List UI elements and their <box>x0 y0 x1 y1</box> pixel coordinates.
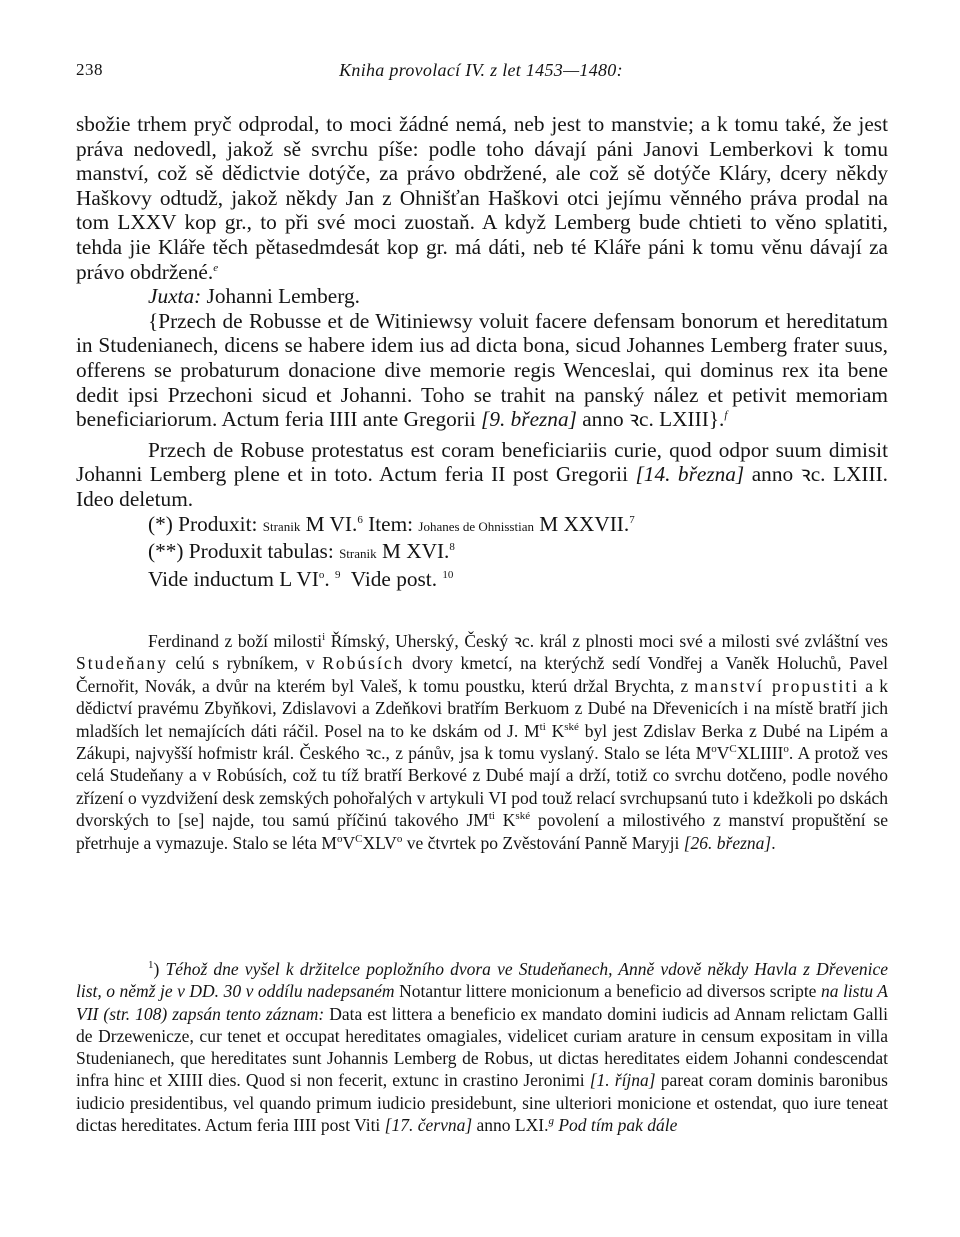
record-text: byl jest Zdislav Berka z Dubé na Lipém a Zákupi, najvyšší hofmistr král. Českého ꝛc., z pánův, jsa k tomu vyslaný. Stalo se léta M <box>76 720 888 764</box>
superscript: ti <box>488 810 495 823</box>
small-name: Stranik <box>262 518 301 534</box>
line-text: M XVI. <box>376 539 450 564</box>
date-note: [17. června] <box>384 1115 473 1136</box>
inserted-record <box>76 630 888 854</box>
running-title: Kniha provolací IV. z let 1453—1480: <box>339 60 623 80</box>
line-text: Vide post. <box>340 566 443 591</box>
note-marker: 10 <box>442 568 454 581</box>
juxta-line <box>76 284 888 309</box>
record-text: celú s rybníkem, v <box>167 653 323 674</box>
line-text: (**) Produxit tabulas: <box>148 539 340 564</box>
footnote-text: Data est littera a beneficio ex mandato domini iudicis ad Annam relictam Galli de Drzewenicze, cur tenet et occupat hereditates omagiales, videlicet curiam arature in censum expositam in villa Studenianech, que hereditates sunt Johannis Lemberg de Robus, ut dictas hereditates eidem Johanni condescendat infra hinc et XIIII dies. Quod si non fecerit, extunc in crastino Jeronimi <box>76 1003 888 1091</box>
note-marker: i <box>322 631 326 644</box>
line-text: Vide inductum L VI <box>148 566 319 591</box>
editor-note: Pod tím pak dále <box>553 1115 678 1136</box>
date-note: [9. března] <box>481 407 577 432</box>
ferdinand-paragraph <box>76 630 888 854</box>
note-marker: 7 <box>629 513 635 526</box>
paragraph-defensa <box>76 309 888 432</box>
note-marker: 6 <box>357 513 363 526</box>
note-marker: e <box>213 261 219 274</box>
superscript: o <box>396 832 403 845</box>
record-text: K <box>545 720 565 741</box>
record-text: XLV <box>362 832 397 853</box>
superscript: C <box>355 832 363 845</box>
small-name: Stranik <box>339 546 377 562</box>
line-text: (*) Produxit: <box>148 511 263 536</box>
footnote-1 <box>76 958 888 1136</box>
paragraph-czech-verdict <box>76 112 888 284</box>
small-name: Johanes de Ohnisstian <box>418 518 534 534</box>
record-text: . A protož ves celá Studeňany a v Robúsích, což tu tíž bratří Berkové z Dubé mají a drží, totiž co svrchu dotčeno, podle nového zřízení o vyzdvižení desk zemských pohořalých v artykuli VI pod touž relací svrchupsanú tuto i kdežkoli po dskách dvorských to [se] najde, tou samú příčinú takového JM <box>76 743 888 831</box>
superscript: o <box>318 568 325 581</box>
vide-line <box>76 567 888 592</box>
superscript: o <box>336 832 343 845</box>
juxta-label: Juxta: <box>148 284 202 309</box>
paragraph-text: sbožie trhem pryč odprodal, to moci žádné nemá, neb jest to manstvie; a k tomu také, že jest práva nedovedl, jakož sě svrchu píše: podle toho dávají páni Janovi Lemberkovi k tomu manství, což sě dědictvie dotýče, za právo obdržené, ale což sě dotýče Kláry, dcery někdy Haškovy odtudž, jakož někdy Jan z Ohnišťan Haškovi otci jejímu věnného práva prodal na tom LXXV kop gr., to při své moci zuostaň. A když Lemberg bude chtieti to věno splatiti, tehda jie Kláře těch pětasedmdesát kop gr. má dáti, neb té Kláře páni k tomu věnu dávají za právo obdržené. <box>76 112 888 284</box>
editor-note: na listu A VII (str. 108) zapsán tento záznam: <box>76 981 888 1024</box>
date-note: [26. března] <box>683 832 772 853</box>
superscript: ské <box>564 720 579 733</box>
record-text: V <box>342 832 356 853</box>
produxit-line-2 <box>76 539 888 567</box>
record-text: a k dědictví pravému Zbyňkovi, Zdislavovi a Zdeňkovi bratřím Berkuom z Dubé na Dřevenicích i na místě bratří jich mladších let nemajících dáti ráčil. Posel na to ke dskám od J. M <box>76 675 888 741</box>
superscript: ti <box>539 720 546 733</box>
paragraph-text: anno ꝛc. LXIII. Ideo deletum. <box>76 462 889 511</box>
footnote-number: 1 <box>148 959 154 972</box>
footnote-text: Notantur littere monicionum a beneficio ad diversos scripte <box>394 981 821 1002</box>
note-marker: 8 <box>449 541 455 553</box>
line-text: M VI. <box>300 511 358 536</box>
footnote-text: anno LXI. <box>472 1115 549 1136</box>
footnote-text: pareat coram dominis baronibus iudicio presidentibus, vel quando primum iudicio presidebunt, sine ulteriori monicione et ostendat, quo iure teneat dictas hereditates. Actum feria IIII post Viti <box>76 1070 888 1136</box>
note-marker: g <box>548 1115 554 1128</box>
page-number: 238 <box>76 60 103 79</box>
record-text: K <box>494 810 516 831</box>
record-text: povolení a milostivého z manství propuštění se přetrhuje a vymazuje. Stalo se léta M <box>76 810 888 853</box>
footnote-text: ) <box>153 959 166 979</box>
produxit-line-1 <box>76 512 888 540</box>
line-text: Item: <box>362 511 419 536</box>
paragraph-text: Przech de Robuse protestatus est coram beneficiariis curie, quod odpor suum dimisit Johanni Lemberg plene et in toto. Actum feria II post Gregorii <box>76 437 888 487</box>
superscript: ské <box>515 810 531 823</box>
page-header <box>76 60 886 86</box>
juxta-text: Johanni Lemberg. <box>201 284 360 309</box>
record-text: XLIIII <box>736 743 784 764</box>
record-text: Ferdinand z boží milosti <box>148 631 323 651</box>
record-text: Římský, Uherský, Český ꝛc. král z plnosti moci své a milosti své zvláštní ves <box>325 631 888 651</box>
paragraph-protestatus <box>76 438 888 512</box>
superscript: C <box>729 743 737 756</box>
spaced-phrase: manství propustiti <box>694 675 860 696</box>
line-text: M XXVII. <box>533 511 630 536</box>
paragraph-text: {Przech de Robusse et de Witiniewsy voluit facere defensam bonorum et hereditatum in Studenianech, dicens se habere idem ius ad dicta bona, sicud Johannes Lemberg frater suus, offerens se probaturum donacione dive memorie regis Wenceslai, qui dominus rex ita bene dedit ipsi Przechoni sicud et Johanni. Toho se trahit na panský nález et petivit memoriam beneficiariorum. Actum feria IIII ante Gregorii <box>76 308 888 432</box>
date-note: [1. října] <box>589 1070 656 1091</box>
note-marker: 9 <box>335 568 341 581</box>
superscript: o <box>783 743 789 756</box>
main-text <box>76 112 888 591</box>
paragraph-text: anno ꝛc. LXIII}. <box>576 407 725 432</box>
note-marker: f <box>724 409 728 422</box>
spaced-name: Robúsích <box>322 653 405 674</box>
superscript: o <box>711 743 717 756</box>
editor-note: Téhož dne vyšel k držitelce popložního dvora ve Studeňanech, Anně vdově někdy Havla z Dřevenice list, o němž je v DD. 30 v oddílu nadepsaném <box>76 959 889 1002</box>
record-text: . <box>771 832 776 853</box>
record-text: V <box>716 743 730 764</box>
record-text: dvory kmetcí, na kterýchž sedí Vondřej a Vaněk Holuchů, Pavel Černořit, Novák, a dvůr na kterém byl Valeš, k tomu poustku, kterú držal Brychta, z <box>76 653 888 696</box>
line-text: . <box>324 566 335 591</box>
spaced-name: Studeňany <box>76 653 168 674</box>
date-note: [14. března] <box>635 462 745 487</box>
footnotes <box>76 958 888 1136</box>
record-text: ve čtvrtek po Zvěstování Panně Maryji <box>402 832 684 853</box>
